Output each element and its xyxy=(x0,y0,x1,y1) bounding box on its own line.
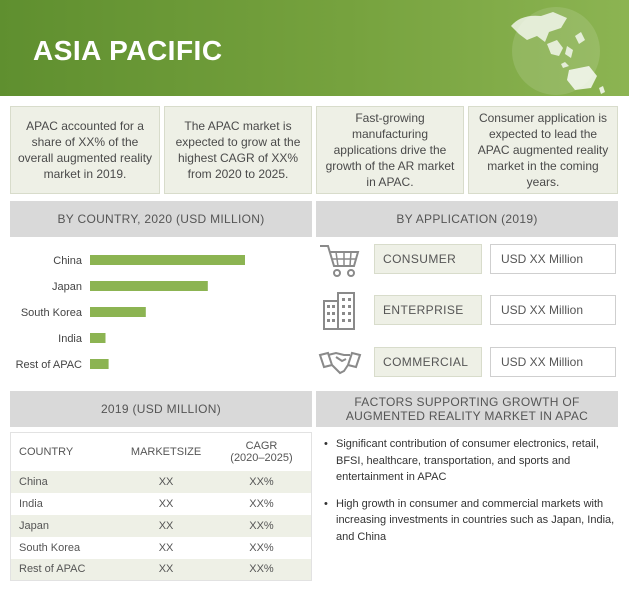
bar-category-label: India xyxy=(58,333,82,345)
table-cell: XX xyxy=(120,493,212,515)
bar-category-label: China xyxy=(53,255,82,267)
table-cell: XX% xyxy=(212,515,312,537)
application-label: COMMERCIAL xyxy=(374,347,482,377)
table-header-row xyxy=(11,433,312,471)
stat-text: Consumer application is expected to lead the APAC augmented reality market in the coming years. xyxy=(477,111,609,189)
bullet-icon: • xyxy=(324,497,328,510)
table-cell: XX% xyxy=(212,537,312,559)
application-label: ENTERPRISE xyxy=(374,295,482,325)
application-row-commercial xyxy=(318,347,618,381)
stat-box-share xyxy=(10,106,160,194)
application-section-title-text: BY APPLICATION (2019) xyxy=(396,212,538,226)
factor-text: High growth in consumer and commercial markets with increasing investments in countries such as Japan, India, and China xyxy=(336,497,615,543)
table-cell: India xyxy=(11,493,121,515)
factors-title-line-2: AUGMENTED REALITY MARKET IN APAC xyxy=(345,409,589,423)
table-section-title xyxy=(10,391,312,427)
header-banner xyxy=(0,0,629,96)
table-cell: XX% xyxy=(212,471,312,493)
table-header-country: COUNTRY xyxy=(11,433,121,471)
bar-category-label: Japan xyxy=(52,281,82,293)
application-label: CONSUMER xyxy=(374,244,482,274)
page-title: ASIA PACIFIC xyxy=(33,35,223,66)
bar-india xyxy=(90,333,106,343)
factor-item xyxy=(322,436,618,486)
table-cell: XX xyxy=(120,515,212,537)
table-cell: South Korea xyxy=(11,537,121,559)
shopping-cart-icon xyxy=(318,240,362,280)
stat-text: APAC accounted for a share of XX% of the overall augmented reality market in 2019. xyxy=(17,119,153,181)
table-cell: XX xyxy=(120,559,212,581)
country-bar-chart xyxy=(10,244,312,382)
factors-section-title xyxy=(316,391,618,427)
table-cell: Japan xyxy=(11,515,121,537)
factors-title-line-1: FACTORS SUPPORTING GROWTH OF xyxy=(354,395,580,409)
country-section-title-text: BY COUNTRY, 2020 (USD MILLION) xyxy=(57,212,265,226)
application-value: USD XX Million xyxy=(490,347,616,377)
table-cell: XX% xyxy=(212,493,312,515)
table-row xyxy=(11,493,312,515)
table-cell: XX% xyxy=(212,559,312,581)
application-section-title xyxy=(316,201,618,237)
bar-japan xyxy=(90,281,208,291)
market-size-table xyxy=(10,432,312,581)
stat-box-consumer xyxy=(468,106,618,194)
bar-china xyxy=(90,255,245,265)
bar-rest-of-apac xyxy=(90,359,109,369)
table-section-title-text: 2019 (USD MILLION) xyxy=(100,402,222,416)
factor-item xyxy=(322,496,618,546)
table-cell: XX xyxy=(120,537,212,559)
table-row xyxy=(11,515,312,537)
table-header-market-size: MARKETSIZE xyxy=(120,433,212,471)
bar-south-korea xyxy=(90,307,146,317)
table-cell: Rest of APAC xyxy=(11,559,121,581)
table-row xyxy=(11,537,312,559)
buildings-icon xyxy=(318,291,362,331)
handshake-icon xyxy=(318,343,362,383)
table-cell: XX xyxy=(120,471,212,493)
stat-text: Fast-growing manufacturing applications drive the growth of the AR market in APAC. xyxy=(325,111,455,189)
application-row-enterprise xyxy=(318,295,618,329)
bullet-icon: • xyxy=(324,438,328,450)
table-header-cagr: CAGR (2020–2025) xyxy=(212,433,312,471)
application-value: USD XX Million xyxy=(490,244,616,274)
table-cell: China xyxy=(11,471,121,493)
globe-map-icon xyxy=(501,6,611,96)
application-row-consumer xyxy=(318,244,618,278)
country-section-title xyxy=(10,201,312,237)
table-row xyxy=(11,471,312,493)
factors-list xyxy=(322,436,618,555)
bar-category-label: South Korea xyxy=(20,307,82,319)
stat-box-cagr xyxy=(164,106,312,194)
application-value: USD XX Million xyxy=(490,295,616,325)
factor-text: Significant contribution of consumer electronics, retail, BFSI, healthcare, transportation, and sports and entertainment in APAC xyxy=(336,438,599,483)
stat-text: The APAC market is expected to grow at the highest CAGR of XX% from 2020 to 2025. xyxy=(175,119,301,181)
bar-category-label: Rest of APAC xyxy=(15,359,82,371)
stat-box-drivers xyxy=(316,106,464,194)
table-row xyxy=(11,559,312,581)
